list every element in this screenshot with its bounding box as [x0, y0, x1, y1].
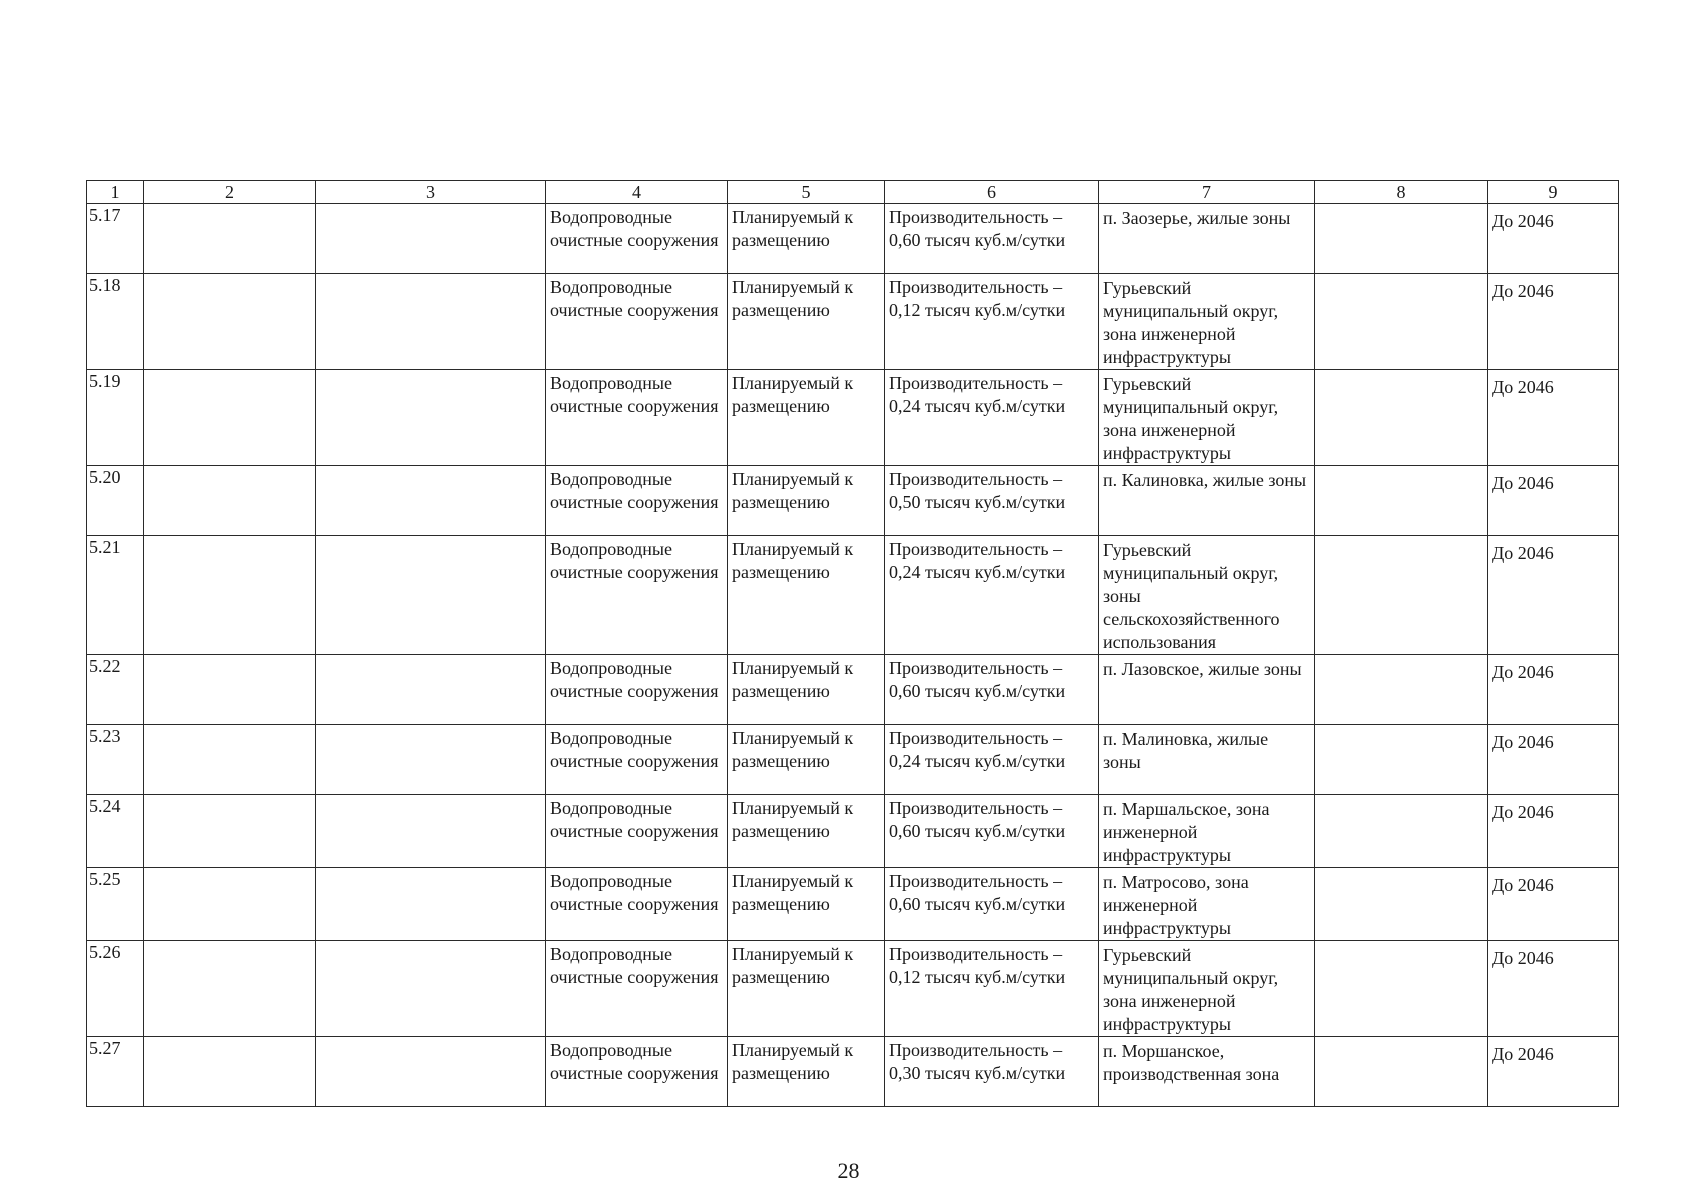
location-cell: п. Заозерье, жилые зоны [1099, 204, 1315, 274]
capacity-cell: Производительность – 0,30 тысяч куб.м/сутки [885, 1037, 1099, 1107]
status-cell: Планируемый к размещению [728, 204, 885, 274]
col8-cell [1315, 274, 1488, 370]
col2-cell [144, 655, 316, 725]
capacity-cell: Производительность – 0,50 тысяч куб.м/сутки [885, 466, 1099, 536]
col2-cell [144, 274, 316, 370]
col8-cell [1315, 1037, 1488, 1107]
header-cell: 2 [144, 181, 316, 204]
header-cell: 7 [1099, 181, 1315, 204]
col2-cell [144, 536, 316, 655]
row-number-cell: 5.26 [87, 941, 144, 1037]
col3-cell [316, 941, 546, 1037]
location-cell: п. Маршальское, зона инженерной инфраструктуры [1099, 795, 1315, 868]
term-cell: До 2046 [1488, 536, 1619, 655]
row-number-cell: 5.25 [87, 868, 144, 941]
status-cell: Планируемый к размещению [728, 941, 885, 1037]
table-row [87, 941, 1619, 1037]
col8-cell [1315, 655, 1488, 725]
row-number-cell: 5.24 [87, 795, 144, 868]
term-cell: До 2046 [1488, 795, 1619, 868]
col2-cell [144, 204, 316, 274]
status-cell: Планируемый к размещению [728, 795, 885, 868]
table-row [87, 868, 1619, 941]
header-cell: 3 [316, 181, 546, 204]
status-cell: Планируемый к размещению [728, 466, 885, 536]
row-number-cell: 5.23 [87, 725, 144, 795]
col8-cell [1315, 725, 1488, 795]
object-name-cell: Водопроводные очистные сооружения [546, 536, 728, 655]
col3-cell [316, 274, 546, 370]
table-row [87, 370, 1619, 466]
header-cell: 5 [728, 181, 885, 204]
col3-cell [316, 1037, 546, 1107]
col8-cell [1315, 536, 1488, 655]
status-cell: Планируемый к размещению [728, 274, 885, 370]
location-cell: п. Матросово, зона инженерной инфраструктуры [1099, 868, 1315, 941]
col8-cell [1315, 941, 1488, 1037]
header-row [87, 181, 1619, 204]
table-row [87, 655, 1619, 725]
term-cell: До 2046 [1488, 941, 1619, 1037]
status-cell: Планируемый к размещению [728, 655, 885, 725]
term-cell: До 2046 [1488, 725, 1619, 795]
page-number: 28 [837, 1158, 860, 1183]
table-row [87, 536, 1619, 655]
location-cell: п. Калиновка, жилые зоны [1099, 466, 1315, 536]
location-cell: Гурьевский муниципальный округ, зона инженерной инфраструктуры [1099, 274, 1315, 370]
col2-cell [144, 466, 316, 536]
col3-cell [316, 725, 546, 795]
object-name-cell: Водопроводные очистные сооружения [546, 274, 728, 370]
capacity-cell: Производительность – 0,12 тысяч куб.м/сутки [885, 274, 1099, 370]
table-row [87, 466, 1619, 536]
object-name-cell: Водопроводные очистные сооружения [546, 1037, 728, 1107]
location-cell: Гурьевский муниципальный округ, зоны сельскохозяйственного использования [1099, 536, 1315, 655]
object-name-cell: Водопроводные очистные сооружения [546, 655, 728, 725]
term-cell: До 2046 [1488, 370, 1619, 466]
term-cell: До 2046 [1488, 868, 1619, 941]
capacity-cell: Производительность – 0,60 тысяч куб.м/сутки [885, 795, 1099, 868]
col2-cell [144, 1037, 316, 1107]
col8-cell [1315, 795, 1488, 868]
row-number-cell: 5.21 [87, 536, 144, 655]
data-table [86, 180, 1619, 1107]
row-number-cell: 5.17 [87, 204, 144, 274]
col3-cell [316, 795, 546, 868]
status-cell: Планируемый к размещению [728, 725, 885, 795]
object-name-cell: Водопроводные очистные сооружения [546, 370, 728, 466]
table-row [87, 274, 1619, 370]
col8-cell [1315, 868, 1488, 941]
header-cell: 6 [885, 181, 1099, 204]
col3-cell [316, 204, 546, 274]
col8-cell [1315, 370, 1488, 466]
col2-cell [144, 795, 316, 868]
col2-cell [144, 370, 316, 466]
status-cell: Планируемый к размещению [728, 1037, 885, 1107]
status-cell: Планируемый к размещению [728, 868, 885, 941]
location-cell: Гурьевский муниципальный округ, зона инженерной инфраструктуры [1099, 941, 1315, 1037]
row-number-cell: 5.27 [87, 1037, 144, 1107]
status-cell: Планируемый к размещению [728, 536, 885, 655]
table-row [87, 795, 1619, 868]
capacity-cell: Производительность – 0,60 тысяч куб.м/сутки [885, 868, 1099, 941]
object-name-cell: Водопроводные очистные сооружения [546, 795, 728, 868]
term-cell: До 2046 [1488, 1037, 1619, 1107]
header-cell: 1 [87, 181, 144, 204]
object-name-cell: Водопроводные очистные сооружения [546, 941, 728, 1037]
col3-cell [316, 868, 546, 941]
row-number-cell: 5.20 [87, 466, 144, 536]
capacity-cell: Производительность – 0,12 тысяч куб.м/сутки [885, 941, 1099, 1037]
location-cell: п. Малиновка, жилые зоны [1099, 725, 1315, 795]
capacity-cell: Производительность – 0,24 тысяч куб.м/сутки [885, 536, 1099, 655]
col3-cell [316, 370, 546, 466]
capacity-cell: Производительность – 0,60 тысяч куб.м/сутки [885, 655, 1099, 725]
location-cell: п. Лазовское, жилые зоны [1099, 655, 1315, 725]
table-row [87, 204, 1619, 274]
row-number-cell: 5.22 [87, 655, 144, 725]
col8-cell [1315, 204, 1488, 274]
header-cell: 8 [1315, 181, 1488, 204]
table-row [87, 1037, 1619, 1107]
term-cell: До 2046 [1488, 466, 1619, 536]
status-cell: Планируемый к размещению [728, 370, 885, 466]
header-cell: 4 [546, 181, 728, 204]
location-cell: Гурьевский муниципальный округ, зона инженерной инфраструктуры [1099, 370, 1315, 466]
table-row [87, 725, 1619, 795]
table-body [87, 204, 1619, 1107]
term-cell: До 2046 [1488, 655, 1619, 725]
row-number-cell: 5.18 [87, 274, 144, 370]
term-cell: До 2046 [1488, 204, 1619, 274]
col8-cell [1315, 466, 1488, 536]
col3-cell [316, 466, 546, 536]
capacity-cell: Производительность – 0,24 тысяч куб.м/сутки [885, 725, 1099, 795]
object-name-cell: Водопроводные очистные сооружения [546, 204, 728, 274]
table-header [87, 181, 1619, 204]
term-cell: До 2046 [1488, 274, 1619, 370]
capacity-cell: Производительность – 0,60 тысяч куб.м/сутки [885, 204, 1099, 274]
row-number-cell: 5.19 [87, 370, 144, 466]
col3-cell [316, 655, 546, 725]
object-name-cell: Водопроводные очистные сооружения [546, 725, 728, 795]
col2-cell [144, 868, 316, 941]
header-cell: 9 [1488, 181, 1619, 204]
location-cell: п. Моршанское, производственная зона [1099, 1037, 1315, 1107]
col2-cell [144, 941, 316, 1037]
capacity-cell: Производительность – 0,24 тысяч куб.м/сутки [885, 370, 1099, 466]
object-name-cell: Водопроводные очистные сооружения [546, 868, 728, 941]
col2-cell [144, 725, 316, 795]
object-name-cell: Водопроводные очистные сооружения [546, 466, 728, 536]
col3-cell [316, 536, 546, 655]
